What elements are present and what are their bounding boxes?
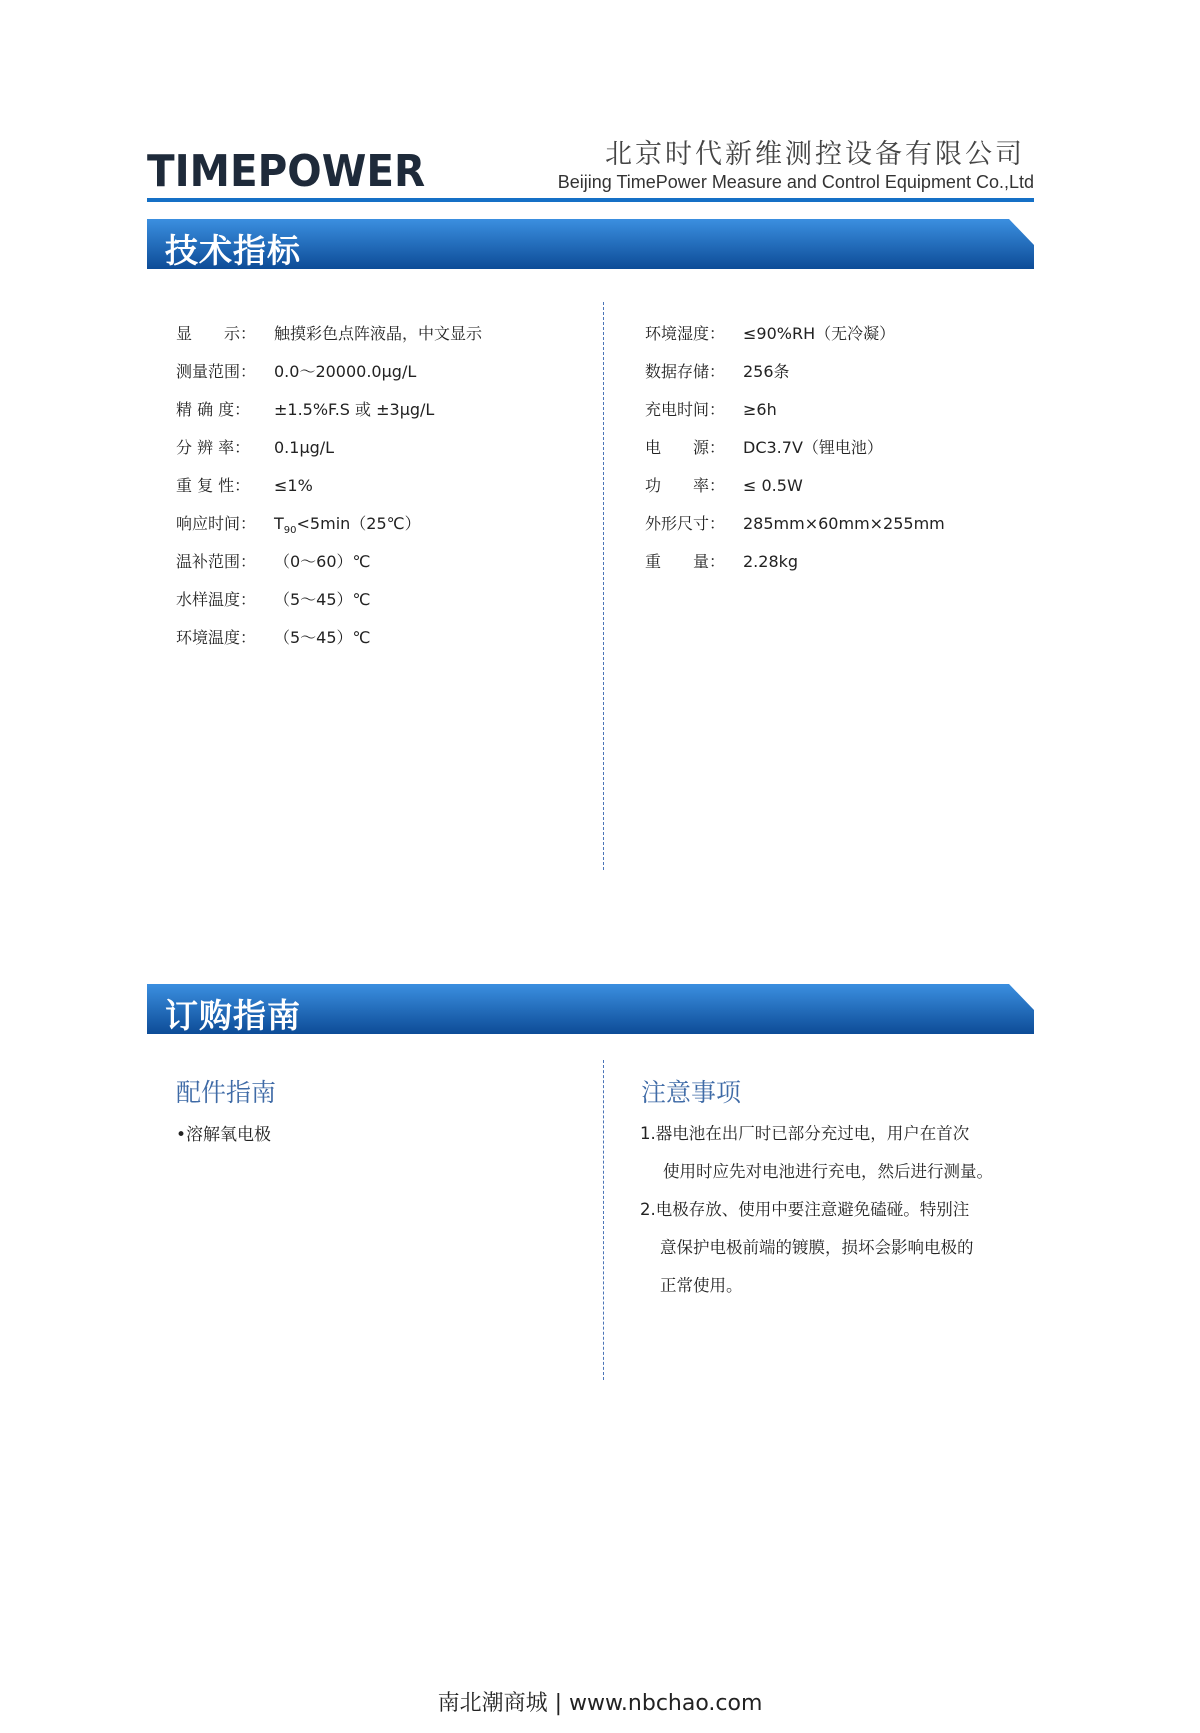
footer-watermark: 南北潮商城 | www.nbchao.com bbox=[437, 1691, 763, 1716]
specs-divider bbox=[603, 302, 604, 870]
spec-row: 数据存储： 256条 bbox=[645, 362, 790, 381]
note-line: 1.器电池在出厂时已部分充过电，用户在首次 bbox=[640, 1124, 970, 1143]
spec-row: 显 示： 触摸彩色点阵液晶，中文显示 bbox=[176, 324, 483, 343]
accessory-item: •溶解氧电极 bbox=[176, 1125, 272, 1145]
note-line: 意保护电极前端的镀膜，损坏会影响电极的 bbox=[660, 1238, 974, 1257]
spec-row: 响应时间： $T_{90}<5\min(25℃)$ bbox=[176, 514, 421, 537]
specs-left-column bbox=[176, 315, 482, 657]
spec-row: 充电时间： ≥6h bbox=[645, 400, 777, 419]
notes-list bbox=[640, 1115, 1040, 1305]
ordering-divider bbox=[603, 1060, 604, 1380]
spec-row: 重 复 性： ≤1% bbox=[176, 476, 313, 495]
spec-row: 精 确 度： ±1.5%F.S 或 ±3μg/L bbox=[176, 400, 435, 419]
spec-row: 环境温度： （5～45）℃ bbox=[176, 628, 371, 647]
spec-row: 水样温度： （5～45）℃ bbox=[176, 590, 371, 609]
spec-row: 温补范围： （0～60）℃ bbox=[176, 552, 371, 571]
spec-row: 外形尺寸： 285mm×60mm×255mm bbox=[645, 514, 945, 533]
note-line: 2.电极存放、使用中要注意避免磕碰。特别注 bbox=[640, 1200, 970, 1219]
company-name-cn: 北京时代新维测控设备有限公司 bbox=[605, 139, 1025, 170]
company-logo: TIMEPOWER bbox=[147, 146, 426, 197]
specs-right-column bbox=[645, 315, 945, 581]
spec-row: 功 率： ≤ 0.5W bbox=[645, 476, 803, 495]
note-line: 正常使用。 bbox=[660, 1276, 743, 1295]
notes-heading: 注意事项 bbox=[641, 1078, 742, 1107]
ordering-banner bbox=[147, 984, 1034, 1034]
spec-row: 电 源： DC3.7V（锂电池） bbox=[645, 438, 883, 457]
accessories-heading: 配件指南 bbox=[176, 1078, 277, 1107]
spec-row: 环境湿度： ≤90%RH（无冷凝） bbox=[645, 324, 896, 343]
spec-row: 重 量： 2.28kg bbox=[645, 552, 799, 571]
note-line: 使用时应先对电池进行充电，然后进行测量。 bbox=[663, 1162, 993, 1181]
spec-row: 分 辨 率： 0.1μg/L bbox=[176, 438, 335, 457]
specs-banner bbox=[147, 219, 1034, 269]
spec-row: 测量范围： 0.0～20000.0μg/L bbox=[176, 362, 417, 381]
header-rule bbox=[147, 198, 1034, 202]
company-name-en: Beijing TimePower Measure and Control Equipment Co.,Ltd bbox=[557, 172, 1034, 192]
ordering-title: 订购指南 bbox=[165, 996, 301, 1035]
specs-title: 技术指标 bbox=[165, 231, 301, 270]
